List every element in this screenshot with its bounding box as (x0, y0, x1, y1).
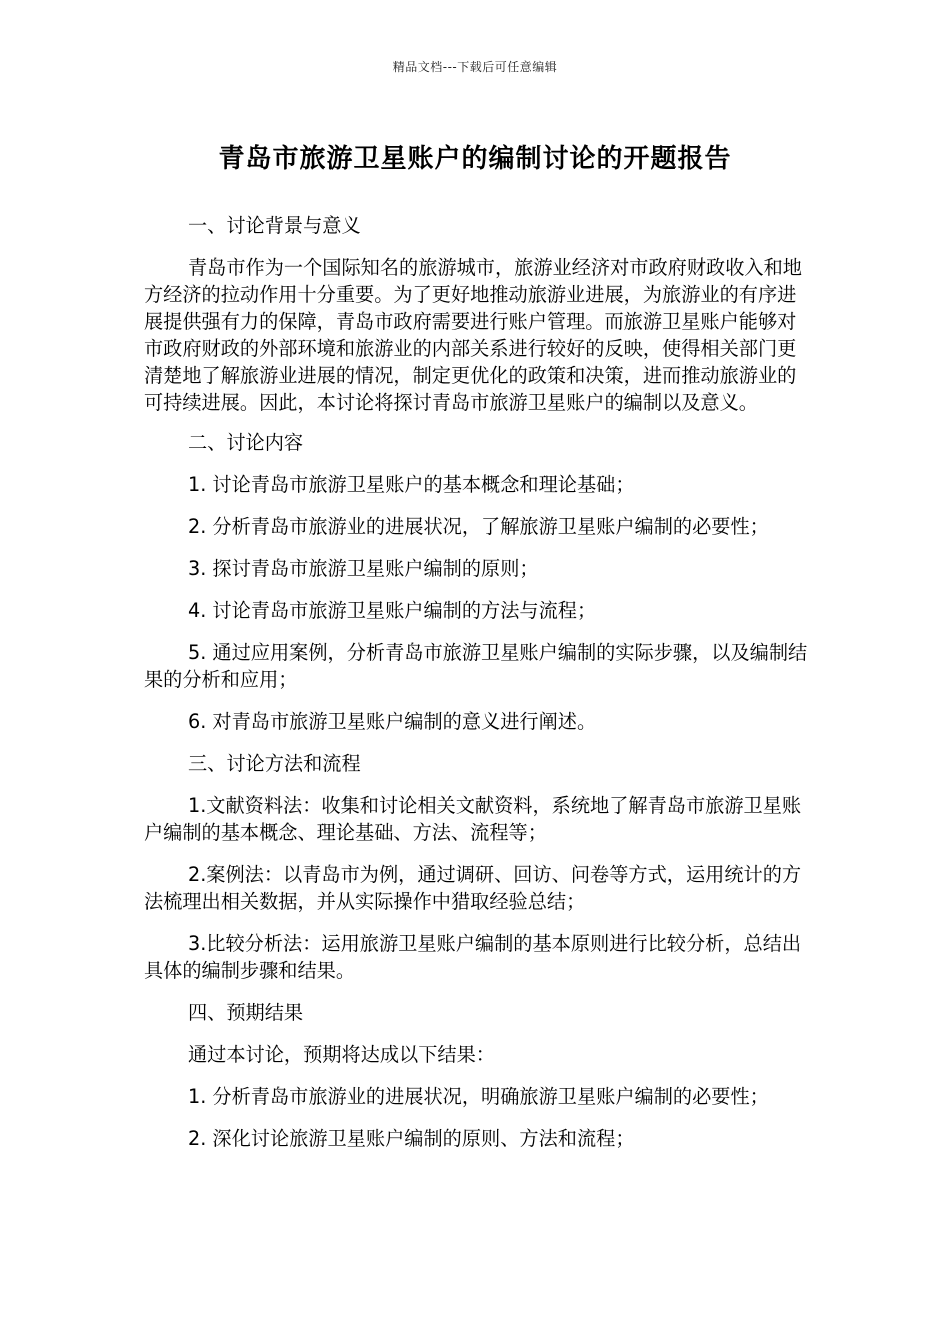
list-item: 1.文献资料法：收集和讨论相关文献资料，系统地了解青岛市旅游卫星账户编制的基本概念、理论基础、方法、流程等； (144, 794, 802, 844)
list-item: 2. 深化讨论旅游卫星账户编制的原则、方法和流程； (188, 1127, 635, 1150)
document-title: 青岛市旅游卫星账户的编制讨论的开题报告 (218, 144, 732, 174)
list-item: 4. 讨论青岛市旅游卫星账户编制的方法与流程； (188, 599, 597, 622)
section-heading-content: 二、讨论内容 (188, 431, 304, 454)
section-heading-methods: 三、讨论方法和流程 (188, 752, 361, 775)
list-item: 5. 通过应用案例，分析青岛市旅游卫星账户编制的实际步骤，以及编制结果的分析和应用； (144, 641, 808, 691)
section-heading-background: 一、讨论背景与意义 (188, 214, 361, 237)
list-item: 2.案例法：以青岛市为例，通过调研、回访、问卷等方式，运用统计的方法梳理出相关数据，并从实际操作中猎取经验总结； (144, 863, 802, 913)
list-item: 1. 讨论青岛市旅游卫星账户的基本概念和理论基础； (188, 473, 635, 496)
list-item: 2. 分析青岛市旅游业的进展状况，了解旅游卫星账户编制的必要性； (188, 515, 769, 538)
paragraph-background: 青岛市作为一个国际知名的旅游城市，旅游业经济对市政府财政收入和地方经济的拉动作用十分重要。为了更好地推动旅游业进展，为旅游业的有序进展提供强有力的保障，青岛市政府需要进行账户管理。而旅游卫星账户能够对市政府财政的外部环境和旅游业的内部关系进行较好的反映，使得相关部门更清楚地了解旅游业进展的情况，制定更优化的政策和决策，进而推动旅游业的可持续进展。因此，本讨论将探讨青岛市旅游卫星账户的编制以及意义。 (144, 256, 802, 414)
list-item: 3. 探讨青岛市旅游卫星账户编制的原则； (188, 557, 539, 580)
section-heading-results: 四、预期结果 (188, 1001, 304, 1024)
header-note: 精品文档---下载后可任意编辑 (392, 60, 558, 74)
document-body (144, 212, 812, 1167)
list-item: 6. 对青岛市旅游卫星账户编制的意义进行阐述。 (188, 710, 597, 733)
list-item: 1. 分析青岛市旅游业的进展状况，明确旅游卫星账户编制的必要性； (188, 1085, 769, 1108)
list-item: 3.比较分析法：运用旅游卫星账户编制的基本原则进行比较分析，总结出具体的编制步骤和结果。 (144, 932, 802, 982)
paragraph-results-intro: 通过本讨论，预期将达成以下结果： (188, 1043, 495, 1066)
